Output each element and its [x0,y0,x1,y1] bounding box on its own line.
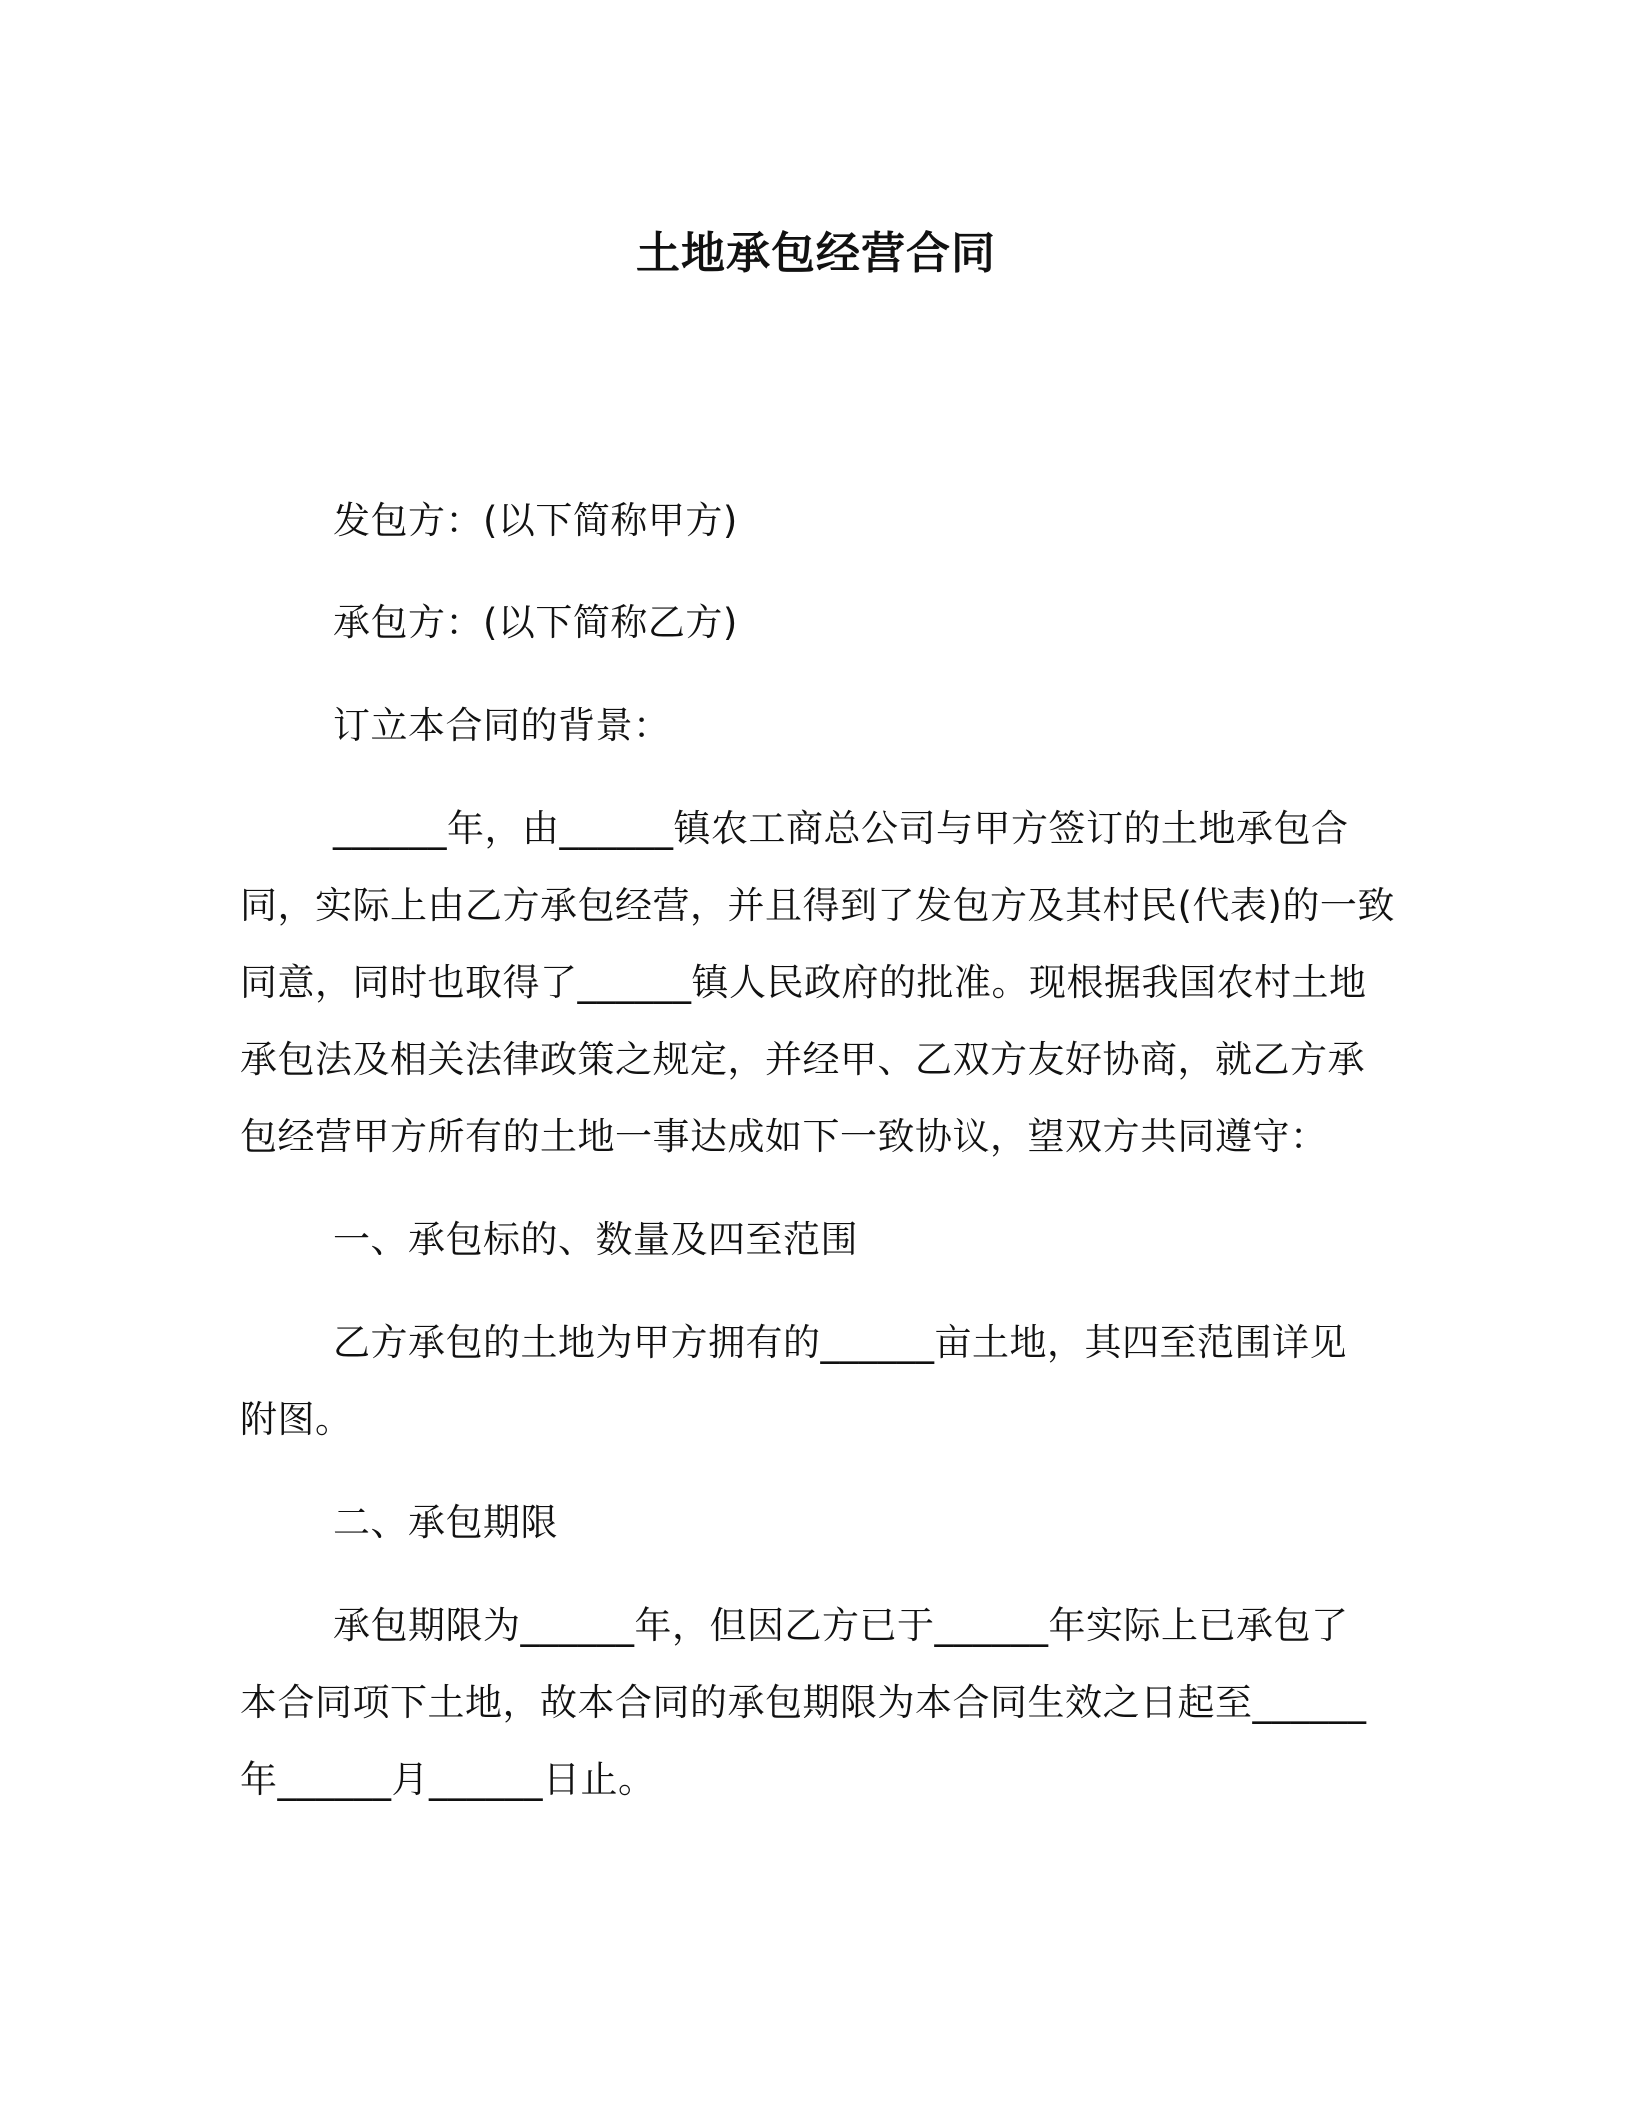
party-a-line: 发包方：(以下简称甲方) [333,499,738,542]
document-title: 土地承包经营合同 [636,228,996,279]
section-heading-2: 二、承包期限 [333,1501,558,1544]
paragraph-line: 同意，同时也取得了______镇人民政府的批准。现根据我国农村土地 [240,961,1367,1004]
paragraph-line: 同，实际上由乙方承包经营，并且得到了发包方及其村民(代表)的一致 [240,884,1395,927]
paragraph-line: 乙方承包的土地为甲方拥有的______亩土地，其四至范围详见 [333,1321,1347,1364]
paragraph-line: 承包法及相关法律政策之规定，并经甲、乙双方友好协商，就乙方承 [240,1038,1365,1081]
section-heading-1: 一、承包标的、数量及四至范围 [333,1218,858,1261]
paragraph-line: 包经营甲方所有的土地一事达成如下一致协议，望双方共同遵守： [240,1115,1328,1158]
party-b-line: 承包方：(以下简称乙方) [333,601,738,644]
paragraph-line: 承包期限为______年，但因乙方已于______年实际上已承包了 [333,1604,1349,1647]
paragraph-line: 年______月______日止。 [240,1758,656,1801]
background-heading: 订立本合同的背景： [333,704,671,747]
paragraph-line: ______年，由______镇农工商总公司与甲方签订的土地承包合 [333,807,1349,850]
paragraph-line: 本合同项下土地，故本合同的承包期限为本合同生效之日起至______ [240,1681,1367,1724]
paragraph-line: 附图。 [240,1398,353,1441]
